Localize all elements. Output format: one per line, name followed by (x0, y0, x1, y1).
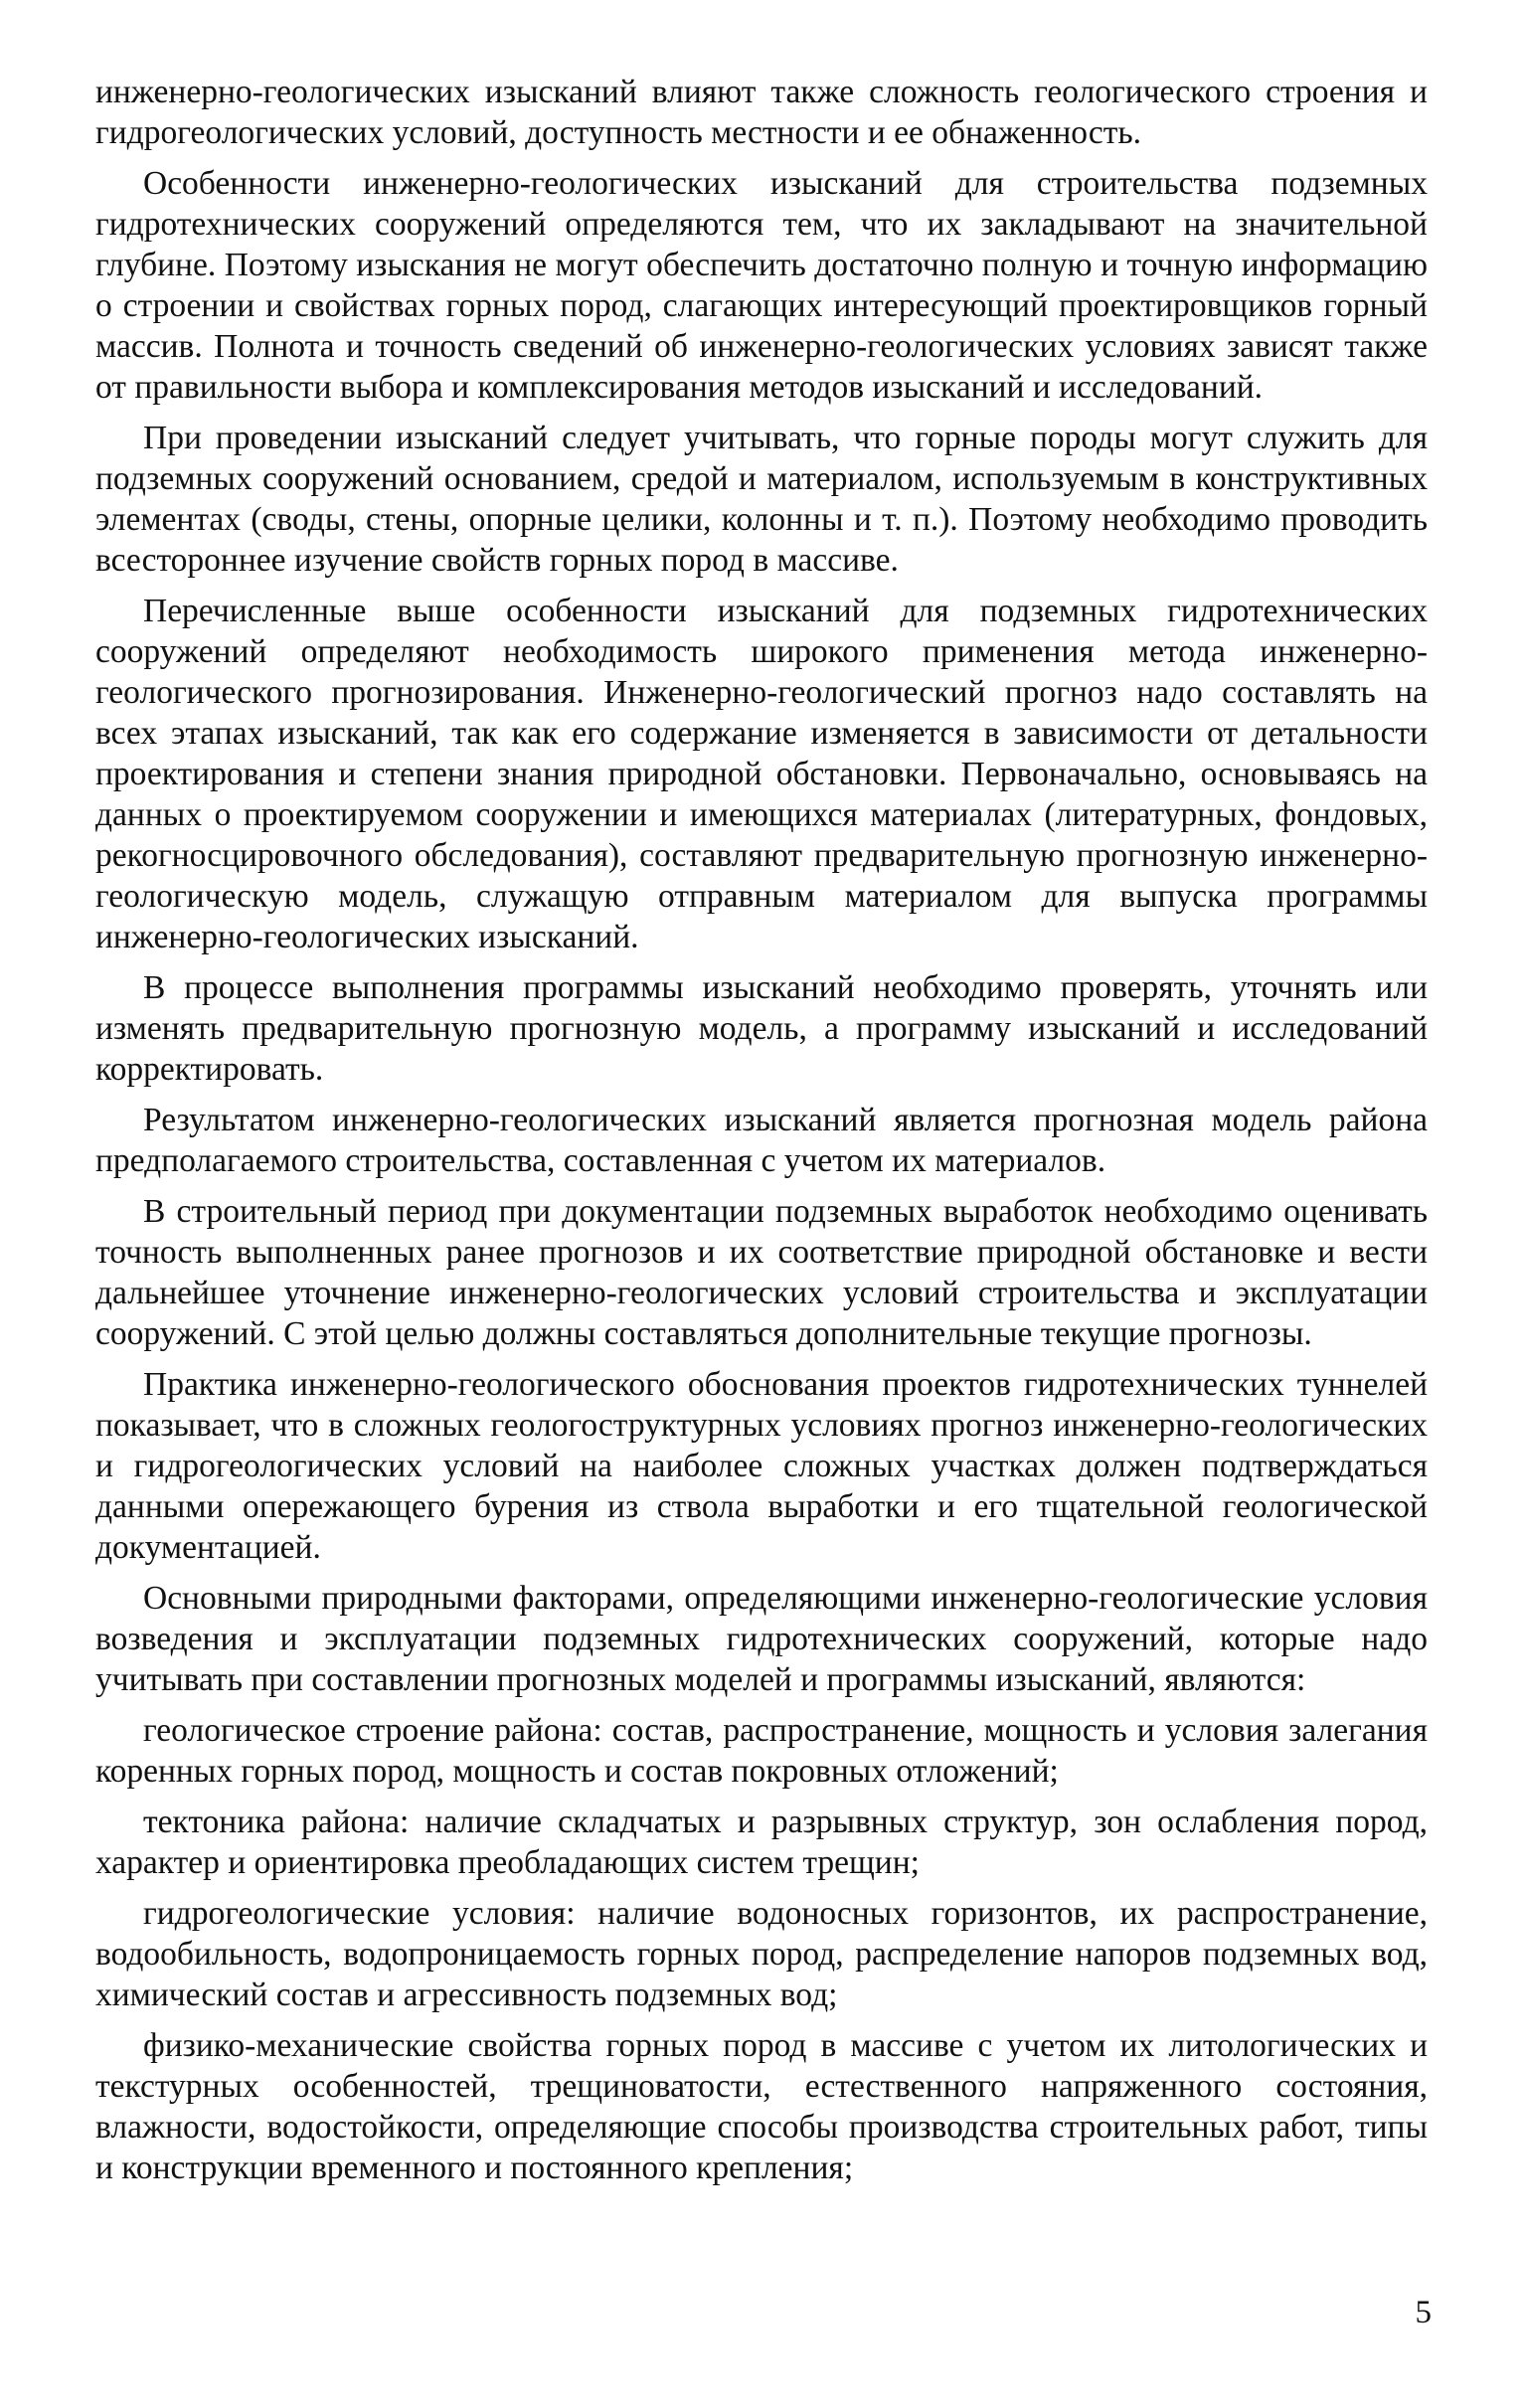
paragraph-4: Перечисленные выше особенности изысканий для подземных гидротехнических сооружений определяют необходимость широкого применения метода инженерно-геологического прогнозирования. Инженерно-геологический прогноз надо составлять на всех этапах изысканий, так как его содержание изменяется в зависимости от детальности проектирования и степени знания природной обстановки. Первоначально, основываясь на данных о проектируемом сооружении и имеющихся материалах (литературных, фондовых, рекогносцировочного обследования), составляют предварительную прогнозную инженерно-геологическую модель, служащую отправным материалом для выпуска программы инженерно-геологических изысканий. (95, 593, 1428, 955)
list-item-geology: геологическое строение района: состав, распространение, мощность и условия залегания коренных горных пород, мощность и состав покровных отложений; (95, 1712, 1428, 1790)
page-body (95, 72, 1428, 2198)
list-item-tectonics: тектоника района: наличие складчатых и разрывных структур, зон ослабления пород, характер и ориентировка преобладающих систем трещин; (95, 1804, 1428, 1881)
page-number: 5 (1415, 2295, 1432, 2330)
paragraph-8: Практика инженерно-геологического обоснования проектов гидротехнических туннелей показывает, что в сложных геологоструктурных условиях прогноз инженерно-геологических и гидрогеологических условий на наиболее сложных участках должен подтверждаться данными опережающего бурения из ствола выработки и его тщательной геологической документацией. (95, 1366, 1428, 1566)
list-item-hydrogeology: гидрогеологические условия: наличие водоносных горизонтов, их распространение, водообильность, водопроницаемость горных пород, распределение напоров подземных вод, химический состав и агрессивность подземных вод; (95, 1895, 1428, 2013)
paragraph-3: При проведении изысканий следует учитывать, что горные породы могут служить для подземных сооружений основанием, средой и материалом, используемым в конструктивных элементах (своды, стены, опорные целики, колонны и т. п.). Поэтому необходимо проводить всестороннее изучение свойств горных пород в массиве. (95, 420, 1428, 579)
paragraph-7: В строительный период при документации подземных выработок необходимо оценивать точность выполненных ранее прогнозов и их соответствие природной обстановке и вести дальнейшее уточнение инженерно-геологических условий строительства и эксплуатации сооружений. С этой целью должны составляться дополнительные текущие прогнозы. (95, 1193, 1428, 1352)
list-item-mechanics: физико-механические свойства горных пород в массиве с учетом их литологических и текстурных особенностей, трещиноватости, естественного напряженного состояния, влажности, водостойкости, определяющие способы производства строительных работ, типы и конструкции временного и постоянного крепления; (95, 2027, 1428, 2186)
paragraph-6: Результатом инженерно-геологических изысканий является прогнозная модель района предполагаемого строительства, составленная с учетом их материалов. (95, 1102, 1428, 1179)
paragraph-9: Основными природными факторами, определяющими инженерно-геологические условия возведения и эксплуатации подземных гидротехнических сооружений, которые надо учитывать при составлении прогнозных моделей и программы изысканий, являются: (95, 1580, 1428, 1698)
paragraph-1: инженерно-геологических изысканий влияют также сложность геологического строения и гидрогеологических условий, доступность местности и ее обнаженность. (95, 74, 1428, 151)
paragraph-5: В процессе выполнения программы изысканий необходимо проверять, уточнять или изменять предварительную прогнозную модель, а программу изысканий и исследований корректировать. (95, 969, 1428, 1088)
paragraph-2: Особенности инженерно-геологических изысканий для строительства подземных гидротехнических сооружений определяются тем, что их закладывают на значительной глубине. Поэтому изыскания не могут обеспечить достаточно полную и точную информацию о строении и свойствах горных пород, слагающих интересующий проектировщиков горный массив. Полнота и точность сведений об инженерно-геологических условиях зависят также от правильности выбора и комплексирования методов изысканий и исследований. (95, 165, 1428, 406)
